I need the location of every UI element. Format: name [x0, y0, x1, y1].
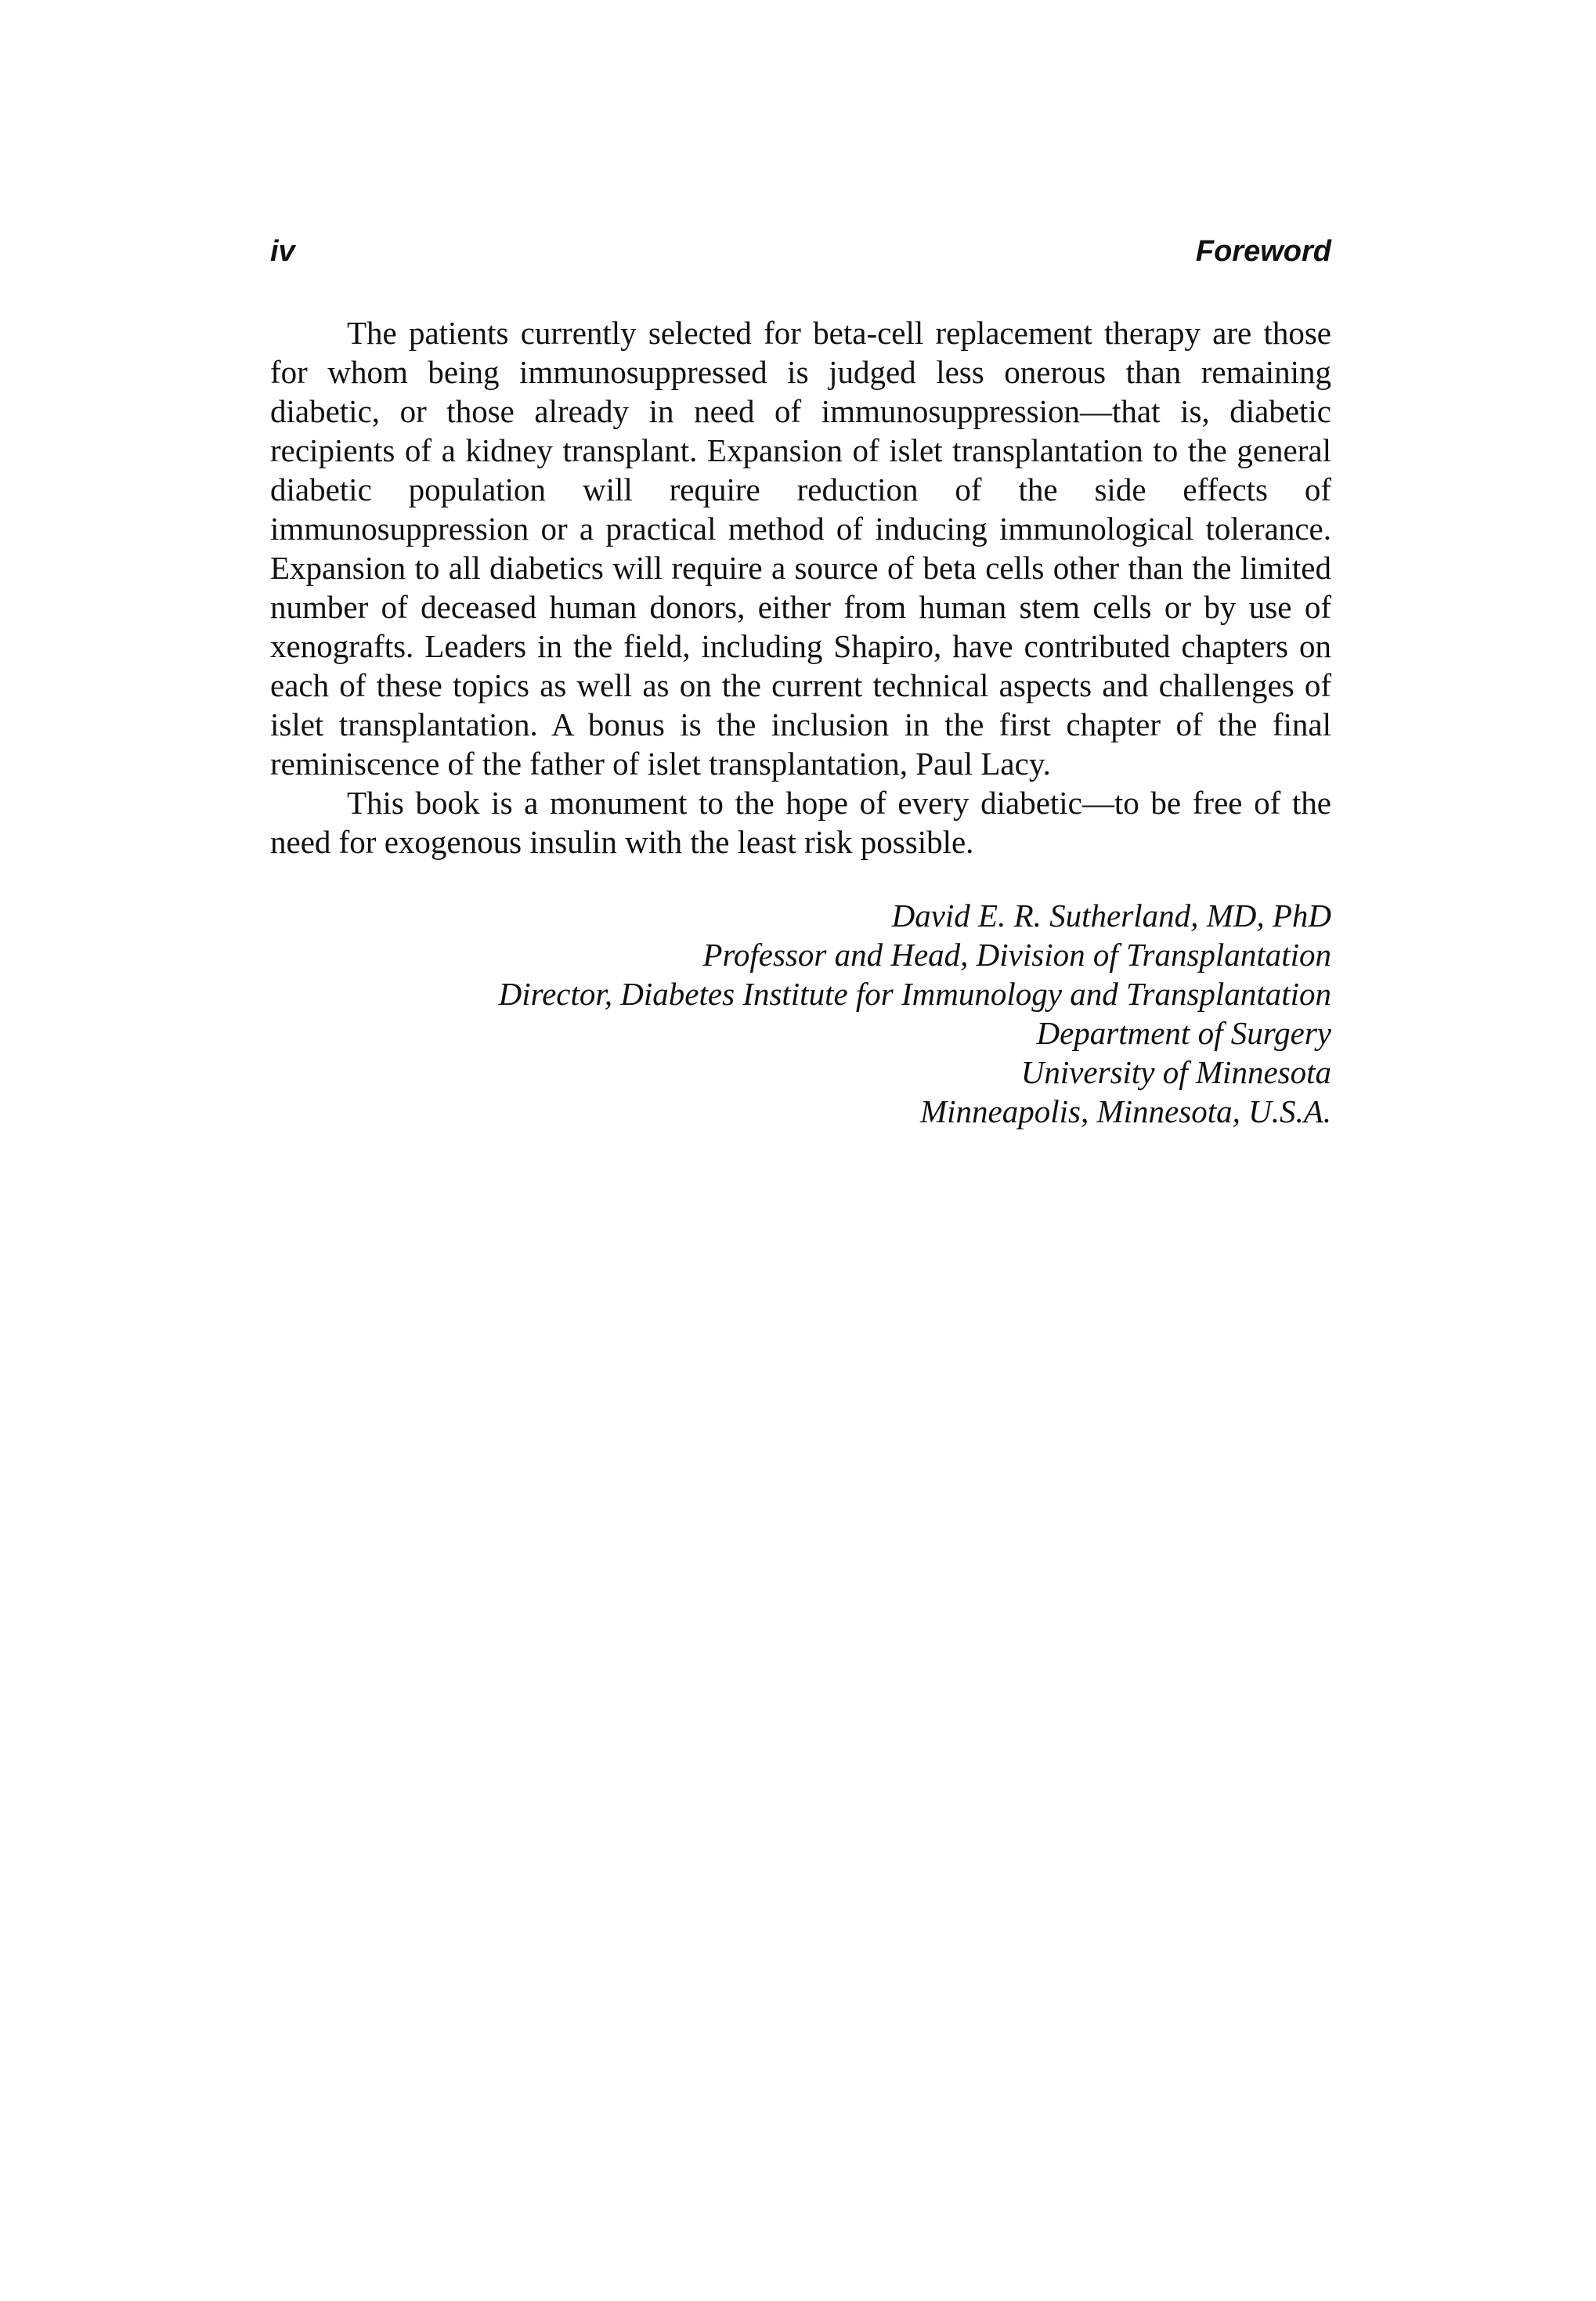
- section-title: Foreword: [1195, 235, 1331, 268]
- author-location: Minneapolis, Minnesota, U.S.A.: [920, 1093, 1331, 1129]
- author-institution: University of Minnesota: [1020, 1054, 1331, 1090]
- page-number: iv: [270, 235, 295, 268]
- author-department: Department of Surgery: [1036, 1015, 1331, 1051]
- author-name: David E. R. Sutherland, MD, PhD: [891, 898, 1331, 934]
- paragraph: The patients currently selected for beta-cell replacement therapy are those for whom being immunosuppressed is judged less onerous than remaining diabetic, or those already in need of immunosuppression—that is, diabetic recipients of a kidney transplant. Expansion of islet transplantation to the general diabetic population will require reduction of the side effects of immunosuppression or a practical method of inducing immunological tolerance. Expansion to all diabetics will require a source of beta cells other than the limited number of deceased human donors, either from human stem cells or by use of xenografts. Leaders in the field, including Shapiro, have contributed chapters on each of these topics as well as on the current technical aspects and challenges of islet transplantation. A bonus is the inclusion in the first chapter of the final reminiscence of the father of islet transplantation, Paul Lacy.: [270, 315, 1331, 782]
- body-text: [270, 313, 1331, 862]
- signature-block: [270, 896, 1331, 1131]
- author-title: Professor and Head, Division of Transplantation: [702, 937, 1331, 973]
- running-head: [270, 235, 1331, 282]
- document-page: [270, 235, 1331, 1131]
- author-role: Director, Diabetes Institute for Immunology and Transplantation: [498, 976, 1331, 1012]
- paragraph: This book is a monument to the hope of every diabetic—to be free of the need for exogenous insulin with the least risk possible.: [270, 785, 1331, 860]
